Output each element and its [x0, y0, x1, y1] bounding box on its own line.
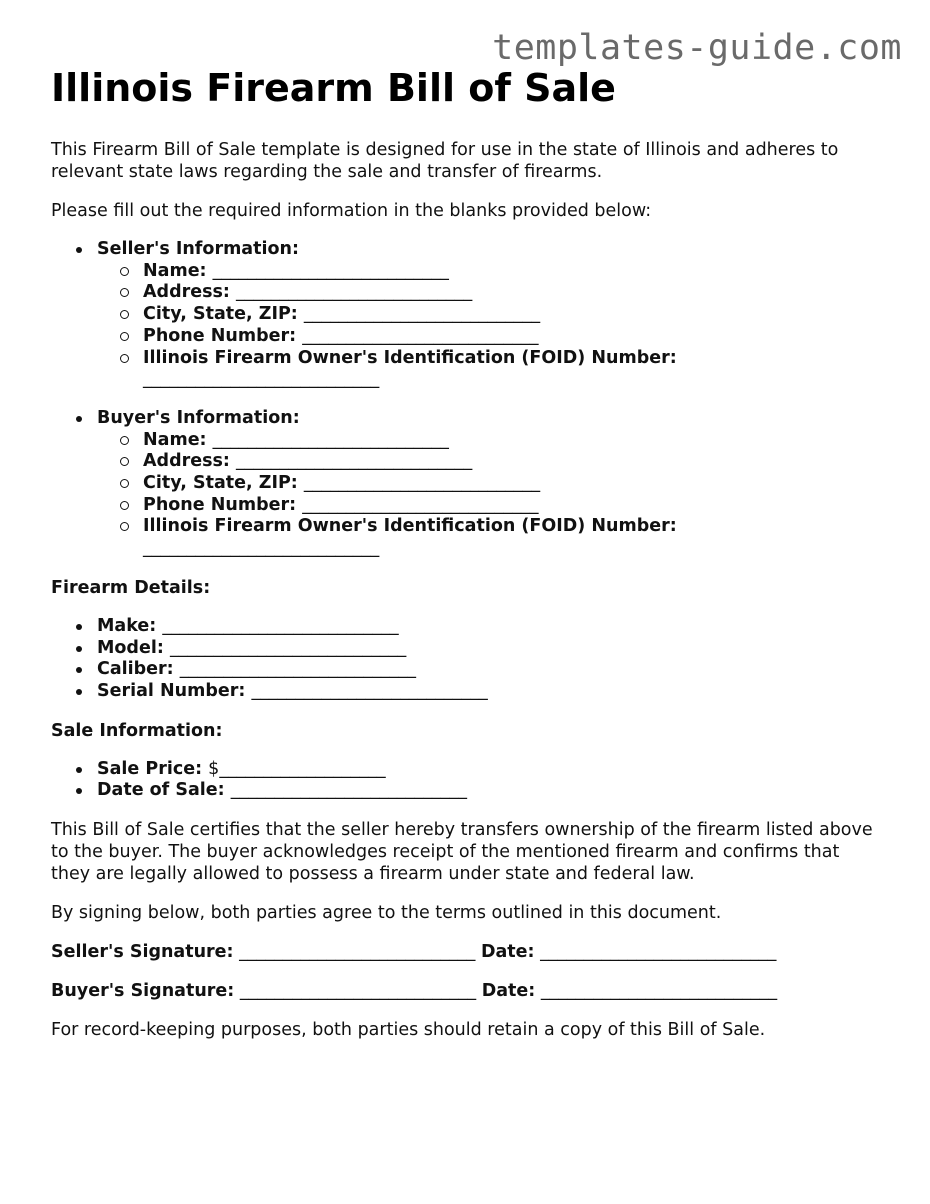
seller-signature-line: [51, 941, 881, 963]
buyer-date-blank[interactable]: ___________________________: [540, 981, 778, 1002]
sale-information-list: [51, 759, 881, 802]
footer-paragraph: For record-keeping purposes, both parties should retain a copy of this Bill of Sale.: [51, 1020, 766, 1041]
buyer-city-blank[interactable]: ___________________________: [303, 473, 541, 494]
seller-foid-field[interactable]: [97, 348, 881, 391]
buyer-city-label: City, State, ZIP:: [143, 473, 298, 494]
sale-price-prefix: $: [208, 758, 220, 779]
firearm-caliber-label: Caliber:: [97, 659, 174, 680]
firearm-serial-blank[interactable]: ___________________________: [251, 680, 488, 701]
certification-paragraph: This Bill of Sale certifies that the seller hereby transfers ownership of the firearm listed above to the buyer. The buyer acknowledges receipt of the mentioned firearm and confirms that they are legally allowed to possess a firearm under state and federal law.: [51, 820, 873, 885]
seller-name-label: Name:: [143, 260, 207, 281]
seller-address-blank[interactable]: ___________________________: [236, 282, 473, 303]
agreement-paragraph: By signing below, both parties agree to the terms outlined in this document.: [51, 903, 722, 924]
firearm-details-list: [51, 616, 881, 703]
firearm-model-label: Model:: [97, 637, 164, 658]
buyer-signature-line: [51, 980, 881, 1002]
buyer-foid-field[interactable]: [97, 516, 881, 559]
firearm-serial-field[interactable]: [51, 681, 881, 703]
seller-city-label: City, State, ZIP:: [143, 304, 298, 325]
seller-foid-blank[interactable]: ___________________________: [143, 369, 380, 390]
sale-date-label: Date of Sale:: [97, 780, 225, 801]
intro-paragraph: This Firearm Bill of Sale template is designed for use in the state of Illinois and adheres to relevant state laws regarding the sale and transfer of firearms.: [51, 140, 839, 182]
firearm-make-field[interactable]: [51, 616, 881, 638]
firearm-serial-label: Serial Number:: [97, 680, 246, 701]
sale-information-heading: Sale Information:: [51, 720, 223, 741]
document-page: [51, 64, 881, 1058]
sale-price-blank[interactable]: ___________________: [219, 758, 386, 779]
firearm-caliber-field[interactable]: [51, 659, 881, 681]
sale-date-blank[interactable]: ___________________________: [230, 780, 468, 801]
seller-phone-label: Phone Number:: [143, 325, 297, 346]
page-title: Illinois Firearm Bill of Sale: [51, 66, 616, 110]
seller-address-field[interactable]: [97, 282, 881, 304]
seller-date-label: Date:: [480, 942, 535, 963]
seller-signature-blank[interactable]: ___________________________: [239, 942, 476, 963]
firearm-model-field[interactable]: [51, 638, 881, 660]
sale-date-field[interactable]: [51, 780, 881, 802]
sale-price-field[interactable]: [51, 759, 881, 781]
firearm-details-heading: Firearm Details:: [51, 577, 211, 598]
buyer-heading: Buyer's Information:: [97, 407, 300, 428]
seller-name-field[interactable]: [97, 261, 881, 283]
buyer-phone-blank[interactable]: ___________________________: [302, 494, 539, 515]
seller-signature-label: Seller's Signature:: [51, 942, 234, 963]
seller-info-group: [51, 239, 881, 391]
buyer-foid-label: Illinois Firearm Owner's Identification (FOID) Number:: [143, 516, 677, 537]
buyer-signature-label: Buyer's Signature:: [51, 981, 235, 1002]
seller-date-blank[interactable]: ___________________________: [540, 942, 777, 963]
watermark: templates-guide.com: [492, 28, 902, 68]
buyer-address-field[interactable]: [97, 451, 881, 473]
seller-name-blank[interactable]: ___________________________: [212, 260, 449, 281]
seller-city-field[interactable]: [97, 304, 881, 326]
firearm-model-blank[interactable]: ___________________________: [169, 637, 407, 658]
buyer-name-blank[interactable]: ___________________________: [212, 429, 449, 450]
buyer-name-label: Name:: [143, 429, 207, 450]
sale-price-label: Sale Price:: [97, 758, 203, 779]
buyer-address-label: Address:: [143, 451, 230, 472]
firearm-make-label: Make:: [97, 615, 157, 636]
firearm-caliber-blank[interactable]: ___________________________: [179, 659, 417, 680]
seller-phone-blank[interactable]: ___________________________: [302, 325, 539, 346]
buyer-info-group: [51, 408, 881, 560]
buyer-phone-label: Phone Number:: [143, 494, 297, 515]
firearm-make-blank[interactable]: ___________________________: [162, 615, 399, 636]
buyer-city-field[interactable]: [97, 473, 881, 495]
buyer-address-blank[interactable]: ___________________________: [236, 451, 473, 472]
buyer-phone-field[interactable]: [97, 495, 881, 517]
seller-heading: Seller's Information:: [97, 239, 299, 259]
seller-address-label: Address:: [143, 282, 230, 303]
buyer-fields: [97, 430, 881, 560]
seller-foid-label: Illinois Firearm Owner's Identification (FOID) Number:: [143, 347, 677, 368]
seller-phone-field[interactable]: [97, 326, 881, 348]
party-info-list: [51, 239, 881, 560]
seller-fields: [97, 261, 881, 391]
buyer-date-label: Date:: [481, 981, 536, 1002]
buyer-signature-blank[interactable]: ___________________________: [239, 981, 477, 1002]
seller-city-blank[interactable]: ___________________________: [303, 304, 541, 325]
instructions-paragraph: Please fill out the required information in the blanks provided below:: [51, 201, 652, 221]
buyer-foid-blank[interactable]: ___________________________: [143, 538, 380, 559]
buyer-name-field[interactable]: [97, 430, 881, 452]
